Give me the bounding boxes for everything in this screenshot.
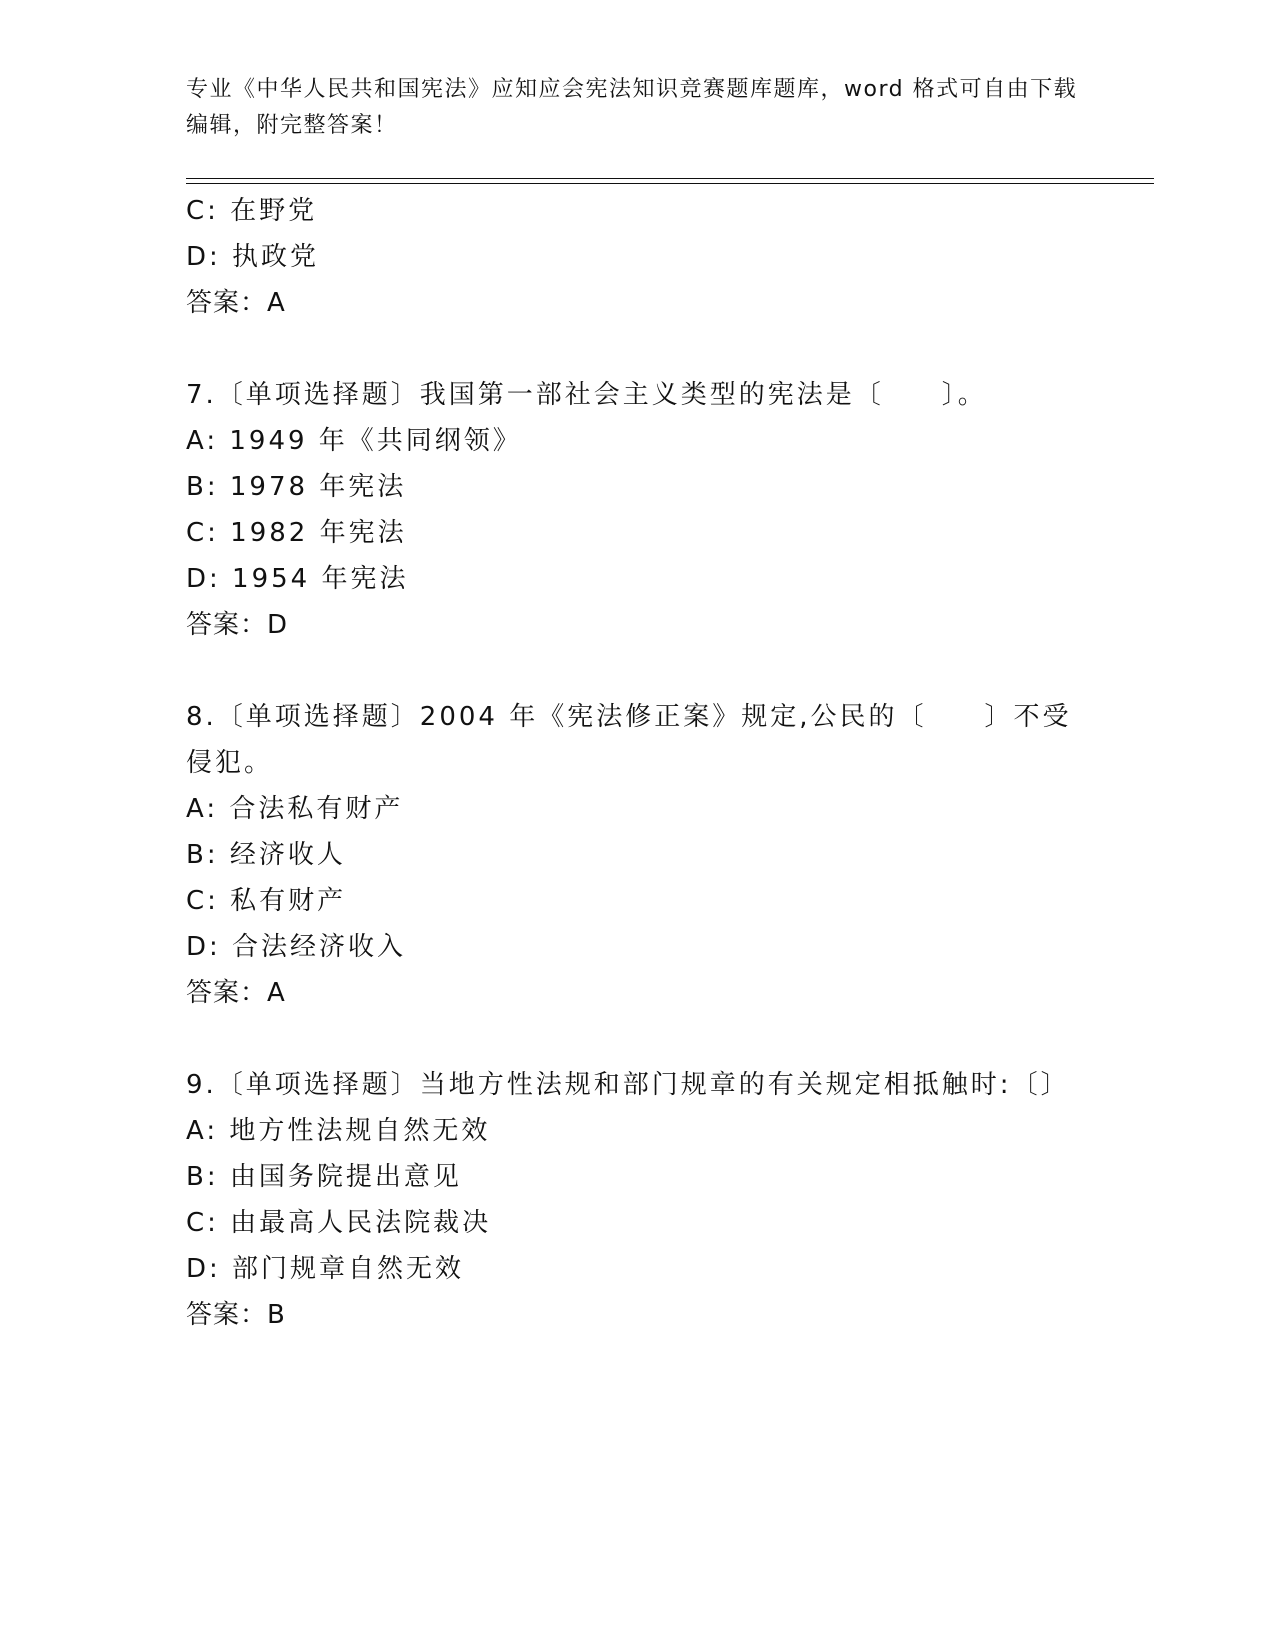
option-c: C: 1982 年宪法 (186, 518, 407, 548)
option-c: C: 由最高人民法院裁决 (186, 1208, 492, 1238)
option-a: A: 地方性法规自然无效 (186, 1116, 491, 1146)
answer-line: 答案：D (186, 610, 289, 640)
option-c: C: 在野党 (186, 196, 318, 226)
question-text: 9.〔单项选择题〕当地方性法规和部门规章的有关规定相抵触时:〔〕 (186, 1070, 1070, 1100)
header-rule-bottom (186, 183, 1154, 184)
answer-line: 答案：A (186, 978, 286, 1008)
option-b: B: 经济收人 (186, 840, 346, 870)
option-d: D: 合法经济收入 (186, 932, 407, 962)
question-block (186, 372, 1086, 648)
option-c: C: 私有财产 (186, 886, 347, 916)
question-text: 7.〔单项选择题〕我国第一部社会主义类型的宪法是〔 〕。 (186, 380, 987, 410)
option-d: D: 执政党 (186, 242, 320, 272)
option-d: D: 部门规章自然无效 (186, 1254, 465, 1284)
question-text: 8.〔单项选择题〕2004 年《宪法修正案》规定,公民的〔 〕不受侵犯。 (186, 702, 1072, 778)
document-body (186, 188, 1086, 1338)
document-header: 专业《中华人民共和国宪法》应知应会宪法知识竞赛题库题库，word 格式可自由下载编辑，附完整答案！ (186, 77, 1078, 138)
option-b: B: 由国务院提出意见 (186, 1162, 462, 1192)
option-a: A: 合法私有财产 (186, 794, 404, 824)
question-block (186, 694, 1086, 1016)
answer-line: 答案：B (186, 1300, 286, 1330)
option-b: B: 1978 年宪法 (186, 472, 407, 502)
header-rule-top (186, 178, 1154, 179)
answer-line: 答案：A (186, 288, 286, 318)
option-d: D: 1954 年宪法 (186, 564, 409, 594)
option-a: A: 1949 年《共同纲领》 (186, 426, 522, 456)
prev-question-tail (186, 188, 1086, 326)
question-block (186, 1062, 1086, 1338)
